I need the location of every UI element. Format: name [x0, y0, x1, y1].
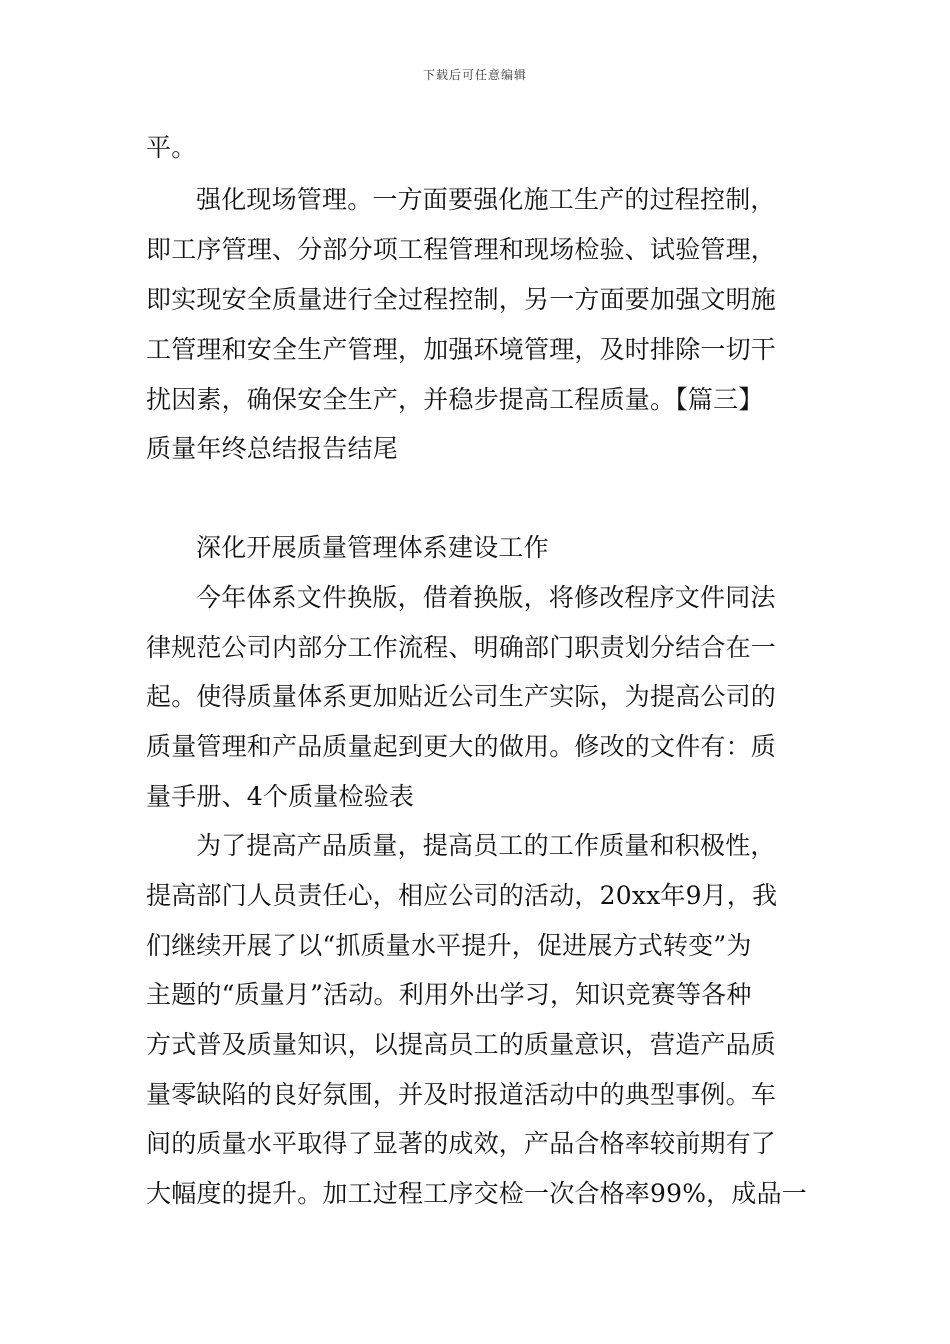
text-line: 起。使得质量体系更加贴近公司生产实际，为提高公司的: [146, 682, 777, 711]
text-line: 量零缺陷的良好氛围，并及时报道活动中的典型事例。车: [146, 1080, 777, 1109]
text-line: 扰因素，确保安全生产，并稳步提高工程质量。【篇三】: [146, 385, 764, 414]
section-heading: 深化开展质量管理体系建设工作: [196, 533, 549, 562]
text-line: 即工序管理、分部分项工程管理和现场检验、试验管理，: [146, 235, 777, 264]
text-line: 工管理和安全生产管理，加强环境管理，及时排除一切干: [146, 335, 777, 364]
header-note: 下载后可任意编辑: [422, 68, 527, 82]
text-line: 今年体系文件换版，借着换版，将修改程序文件同法: [196, 583, 776, 612]
text-line: 主题的“质量月”活动。利用外出学习，知识竞赛等各种: [146, 980, 752, 1009]
text-line: 大幅度的提升。加工过程工序交检一次合格率99%，成品一: [146, 1179, 807, 1208]
text-line: 律规范公司内部分工作流程、明确部门职责划分结合在一: [146, 633, 777, 662]
text-line: 方式普及质量知识，以提高员工的质量意识，营造产品质: [146, 1030, 777, 1059]
text-line: 质量管理和产品质量起到更大的做用。修改的文件有：质: [146, 732, 777, 761]
text-line: 为了提高产品质量，提高员工的工作质量和积极性，: [196, 831, 776, 860]
text-line: 量手册、4个质量检验表: [146, 782, 415, 811]
text-line: 间的质量水平取得了显著的成效，产品合格率较前期有了: [146, 1129, 777, 1158]
text-line: 平。: [146, 133, 197, 162]
text-line: 提高部门人员责任心，相应公司的活动，20xx年9月，我: [146, 881, 778, 910]
text-line: 强化现场管理。一方面要强化施工生产的过程控制，: [196, 185, 776, 214]
text-line: 即实现安全质量进行全过程控制，另一方面要加强文明施: [146, 285, 777, 314]
text-line: 质量年终总结报告结尾: [146, 434, 399, 463]
text-line: 们继续开展了以“抓质量水平提升，促进展方式转变”为: [146, 931, 752, 960]
